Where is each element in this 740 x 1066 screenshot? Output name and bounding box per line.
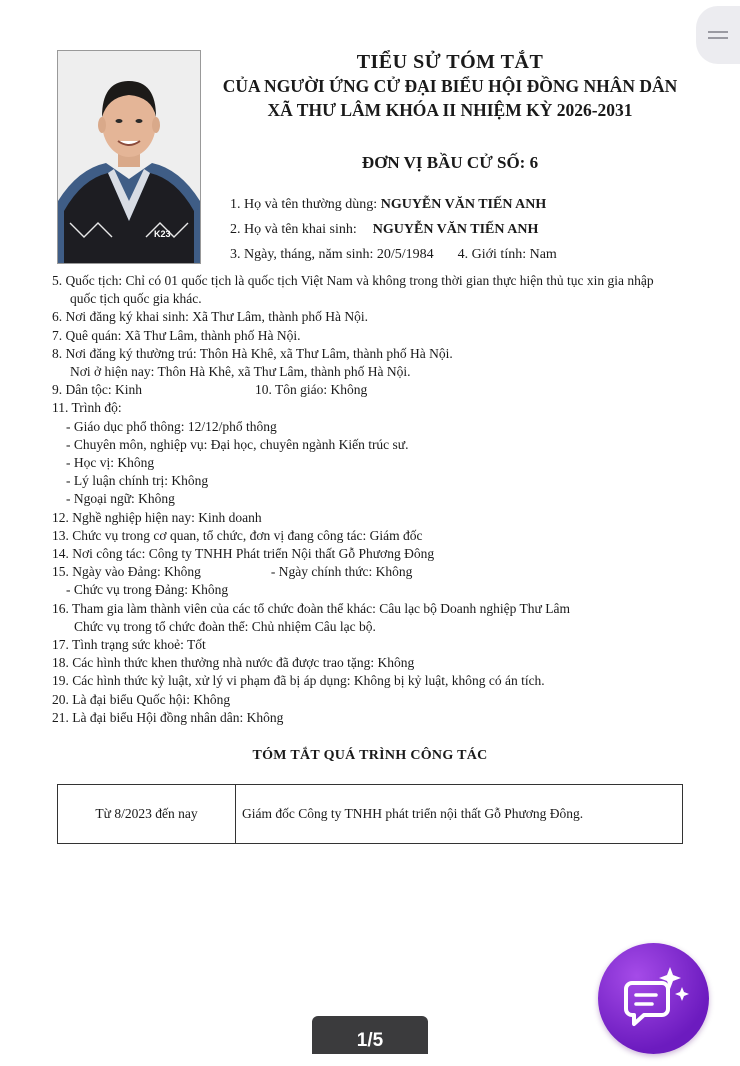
table-row <box>58 785 683 844</box>
field-ethnicity-religion <box>52 381 702 399</box>
field-specialization: - Chuyên môn, nghiệp vụ: Đại học, chuyên ngành Kiến trúc sư. <box>66 436 409 452</box>
field-party-date: 15. Ngày vào Đảng: Không <box>52 564 201 580</box>
scroll-handle[interactable] <box>696 6 740 64</box>
field-political-theory: - Lý luận chính trị: Không <box>66 473 209 489</box>
document-title: TIỂU SỬ TÓM TẮT <box>356 51 544 73</box>
field-common-name <box>230 196 546 214</box>
candidate-portrait <box>57 50 201 264</box>
field-current-residence: Nơi ở hiện nay: Thôn Hà Khê, xã Thư Lâm, thành phố Hà Nội. <box>70 364 411 380</box>
ai-assistant-button[interactable] <box>598 943 709 1054</box>
field-list <box>52 272 702 727</box>
field-awards: 18. Các hình thức khen thưởng nhà nước đã được trao tặng: Không <box>52 655 415 671</box>
document-subtitle-1: CỦA NGƯỜI ỨNG CỬ ĐẠI BIỂU HỘI ĐỒNG NHÂN DÂN <box>222 76 678 96</box>
field-party-join <box>52 563 702 581</box>
field-foreign-language: - Ngoại ngữ: Không <box>66 491 175 507</box>
title-block <box>210 50 690 174</box>
field-party-role: - Chức vụ trong Đảng: Không <box>66 582 229 598</box>
field-permanent-residence: 8. Nơi đăng ký thường trú: Thôn Hà Khê, xã Thư Lâm, thành phố Hà Nội. <box>52 345 453 361</box>
work-description: Giám đốc Công ty TNHH phát triển nội thất Gỗ Phương Đông. <box>236 785 683 844</box>
field-discipline: 19. Các hình thức kỷ luật, xử lý vi phạm đã bị áp dụng: Không bị kỷ luật, không có án tích. <box>52 673 545 689</box>
field-national-assembly: 20. Là đại biểu Quốc hội: Không <box>52 691 231 707</box>
field-label: 2. Họ và tên khai sinh: <box>230 222 357 237</box>
field-general-education: - Giáo dục phổ thông: 12/12/phổ thông <box>66 418 277 434</box>
field-birth-name <box>230 221 538 239</box>
field-value: NGUYỄN VĂN TIẾN ANH <box>372 222 539 237</box>
field-label: 1. Họ và tên thường dùng: <box>230 197 381 212</box>
field-nationality: 5. Quốc tịch: Chỉ có 01 quốc tịch là quốc tịch Việt Nam và không trong thời gian thực hiện thủ tục xin gia nhập <box>52 273 654 288</box>
field-degree: - Học vị: Không <box>66 455 155 471</box>
field-hometown: 7. Quê quán: Xã Thư Lâm, thành phố Hà Nội. <box>52 327 301 343</box>
field-dob: 3. Ngày, tháng, năm sinh: 20/5/1984 <box>230 247 434 262</box>
field-dob-gender <box>230 246 557 264</box>
page-indicator: 1/5 <box>312 1016 428 1054</box>
work-history-table <box>57 784 683 844</box>
field-gender: 4. Giới tính: Nam <box>457 247 557 262</box>
drag-handle-icon <box>708 27 728 43</box>
field-nationality-cont: quốc tịch quốc gia khác. <box>70 291 202 307</box>
field-organization-role: Chức vụ trong tổ chức đoàn thể: Chủ nhiệm Câu lạc bộ. <box>74 618 376 634</box>
field-position: 13. Chức vụ trong cơ quan, tổ chức, đơn vị đang công tác: Giám đốc <box>52 527 423 543</box>
field-birth-registration: 6. Nơi đăng ký khai sinh: Xã Thư Lâm, thành phố Hà Nội. <box>52 309 369 325</box>
ai-chat-sparkle-icon <box>598 943 709 1054</box>
portrait-image <box>58 51 200 263</box>
field-organizations: 16. Tham gia làm thành viên của các tổ chức đoàn thể khác: Câu lạc bộ Doanh nghiệp Thư Lâm <box>52 600 570 616</box>
field-health: 17. Tình trạng sức khoẻ: Tốt <box>52 637 206 653</box>
field-value: NGUYỄN VĂN TIẾN ANH <box>380 197 547 212</box>
field-party-official: - Ngày chính thức: Không <box>270 564 413 580</box>
electoral-unit: ĐƠN VỊ BẦU CỬ SỐ: 6 <box>361 153 539 172</box>
document-subtitle-2: XÃ THƯ LÂM KHÓA II NHIỆM KỲ 2026-2031 <box>267 100 633 120</box>
field-peoples-council: 21. Là đại biểu Hội đồng nhân dân: Không <box>52 709 284 725</box>
work-period: Từ 8/2023 đến nay <box>58 785 236 844</box>
field-workplace: 14. Nơi công tác: Công ty TNHH Phát triển Nội thất Gỗ Phương Đông <box>52 546 435 562</box>
field-occupation: 12. Nghề nghiệp hiện nay: Kinh doanh <box>52 509 262 525</box>
field-ethnicity: 9. Dân tộc: Kinh <box>52 382 142 398</box>
work-history-title: TÓM TẮT QUÁ TRÌNH CÔNG TÁC <box>252 748 488 763</box>
field-education: 11. Trình độ: <box>52 400 122 416</box>
field-religion: 10. Tôn giáo: Không <box>255 382 368 398</box>
shirt-badge-text: K23 <box>154 229 171 239</box>
